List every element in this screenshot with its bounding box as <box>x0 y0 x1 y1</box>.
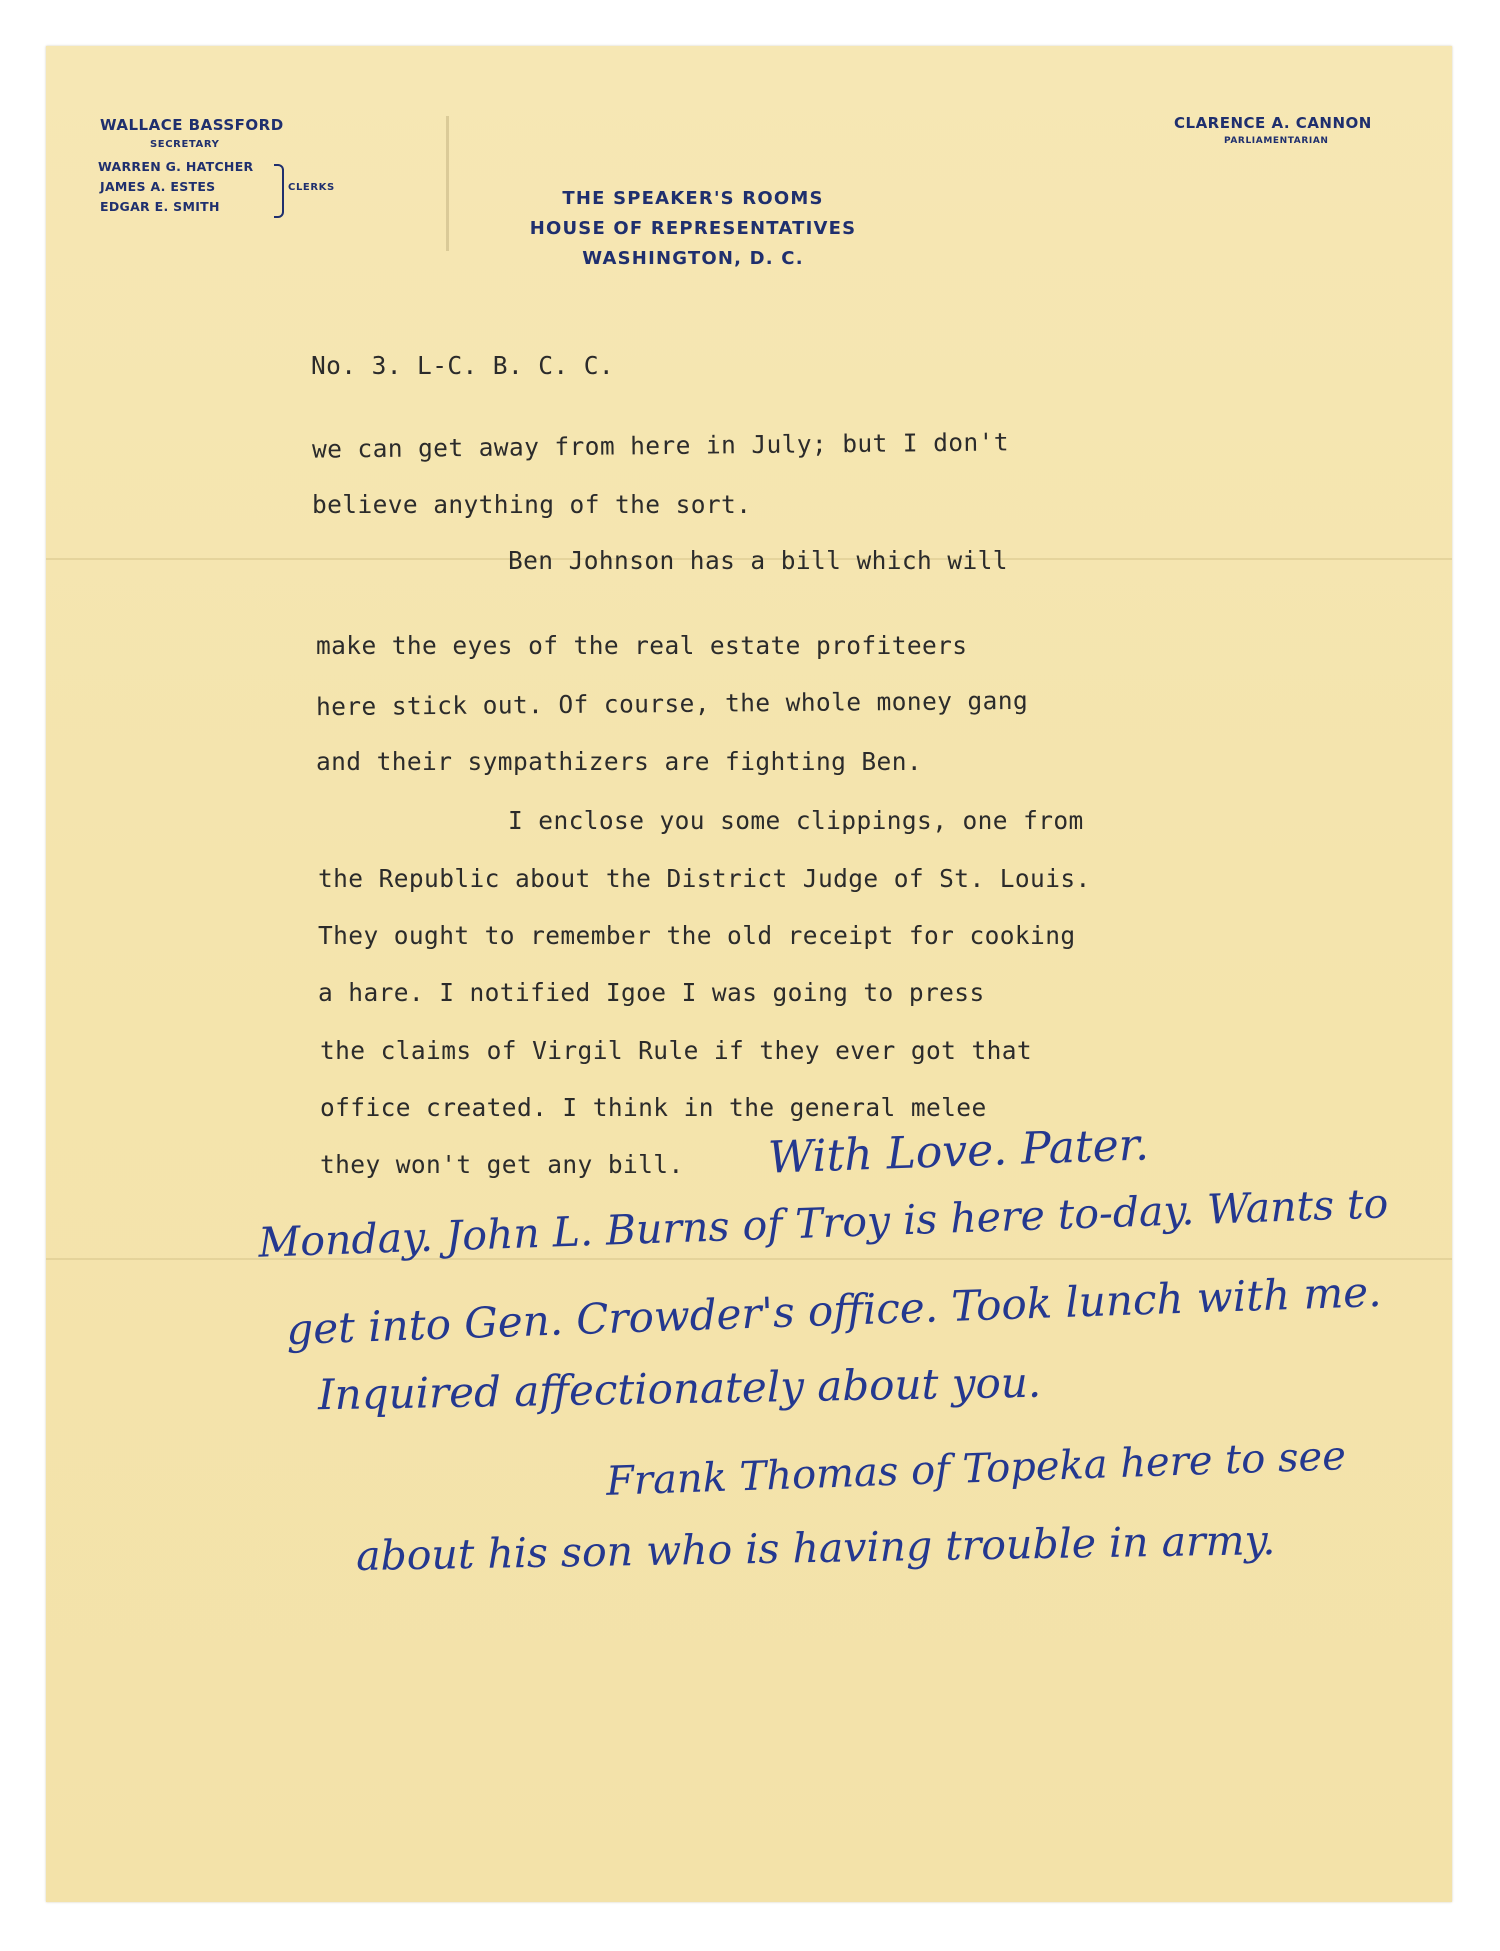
letterhead-clerk-2: JAMES A. ESTES <box>100 179 216 194</box>
typed-line: and their sympathizers are fighting Ben. <box>316 747 923 776</box>
handwritten-line: get into Gen. Crowder's office. Took lunch with me. <box>285 1266 1383 1355</box>
letterhead-house: HOUSE OF REPRESENTATIVES <box>529 218 857 239</box>
handwritten-line: about his son who is having trouble in army. <box>355 1515 1276 1581</box>
letter-paper <box>46 46 1452 1902</box>
typed-line: here stick out. Of course, the whole money gang <box>315 685 1029 722</box>
typed-line: office created. I think in the general melee <box>320 1093 987 1122</box>
typed-line: make the eyes of the real estate profiteers <box>316 631 968 660</box>
typed-line: we can get away from here in July; but I don't <box>311 427 1010 464</box>
letter-reference: No. 3. L-C. B. C. C. <box>311 351 615 380</box>
letterhead-office: THE SPEAKER'S ROOMS <box>562 188 824 209</box>
typed-line: the claims of Virgil Rule if they ever got that <box>320 1036 1033 1065</box>
handwritten-line: Inquired affectionately about you. <box>317 1357 1042 1420</box>
handwritten-closing: With Love. Pater. <box>767 1119 1150 1184</box>
typed-line: They ought to remember the old receipt for cooking <box>318 921 1076 950</box>
letterhead-secretary-name: WALLACE BASSFORD <box>100 116 284 134</box>
typed-line: the Republic about the District Judge of St. Louis. <box>318 864 1091 893</box>
typed-line: they won't get any bill. <box>320 1150 684 1179</box>
typed-line: believe anything of the sort. <box>312 490 752 519</box>
letterhead-parliamentarian-title: PARLIAMENTARIAN <box>1224 136 1329 146</box>
letterhead-secretary-title: SECRETARY <box>150 139 220 150</box>
clerks-brace <box>274 164 284 218</box>
fold-line <box>46 1258 1452 1260</box>
letterhead-clerk-1: WARREN G. HATCHER <box>98 159 254 174</box>
letterhead-city: WASHINGTON, D. C. <box>582 248 804 269</box>
letterhead-clerks-label: CLERKS <box>288 182 335 193</box>
typed-line: Ben Johnson has a bill which will <box>508 546 1008 575</box>
handwritten-line: Monday. John L. Burns of Troy is here to-day. Wants to <box>257 1179 1390 1267</box>
typed-line: a hare. I notified Igoe I was going to press <box>318 978 985 1007</box>
handwritten-line: Frank Thomas of Topeka here to see <box>605 1433 1347 1505</box>
letterhead-clerk-3: EDGAR E. SMITH <box>100 199 220 214</box>
typed-line: I enclose you some clippings, one from <box>508 806 1084 835</box>
letterhead-parliamentarian-name: CLARENCE A. CANNON <box>1174 114 1372 132</box>
